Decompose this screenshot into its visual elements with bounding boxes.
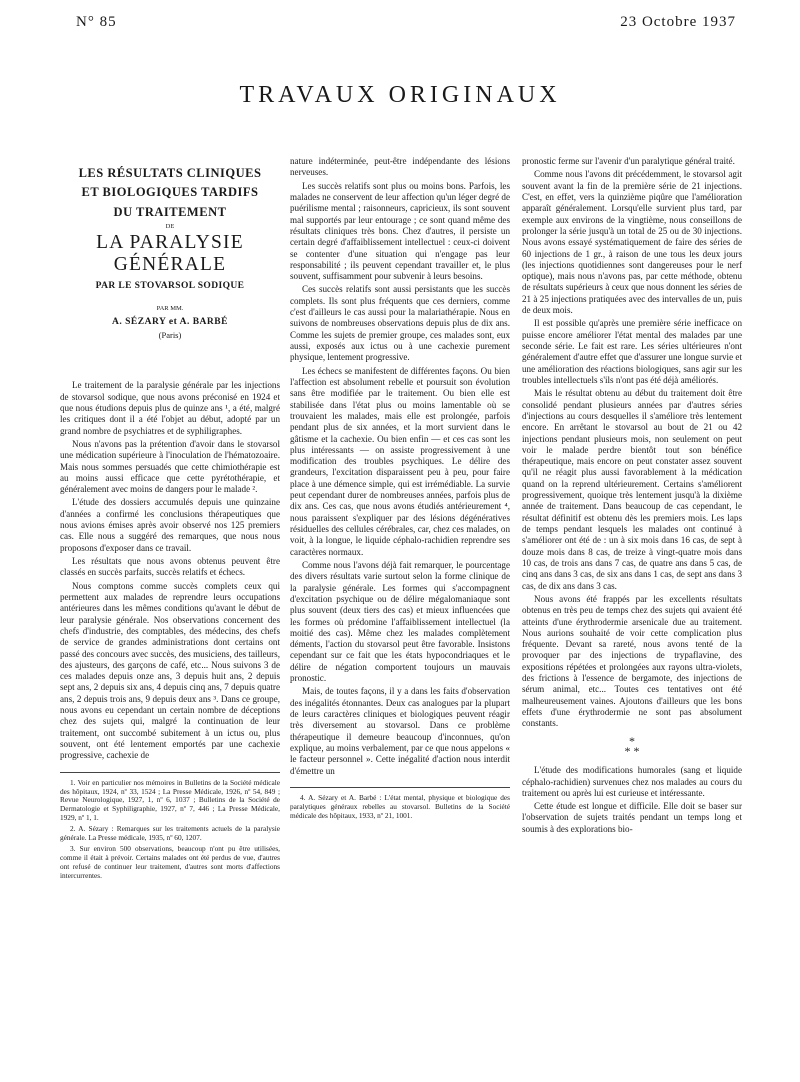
paragraph: Les résultats que nous avons obtenus peuvent être classés en succès parfaits, succès relatifs et échecs. (60, 556, 280, 578)
footnotes (290, 787, 510, 821)
paragraph: pronostic ferme sur l'avenir d'un paralytique général traité. (522, 156, 735, 166)
paragraph: Il est possible qu'après une première série inefficace on puisse encore améliorer l'état mental des malades par une seconde série. Le fait est rare. Les séries ultérieures n'ont généralement d'autre effet que d'assurer une longue survie et une amélioration des réactions biologiques, sans agir sur les troubles intellectuels s'ils n'ont pas été déjà améliorés. (522, 318, 742, 385)
issue-number: N° 85 (76, 14, 117, 30)
paragraph: Comme nous l'avons dit précédemment, le stovarsol agit souvent avant la fin de la première série de 21 injections. C'est, en effet, vers la quinzième piqûre que l'amélioration apparaît généralement. Lorsqu'elle survient plus tard, par exemple aux environs de la vingtième, nous conseillons de prolonger la série jusqu'à un total de 25 ou de 30 injections. Nous avons essayé systématiquement de faire des séries de 60 injections de 1 gr., à raison de une tous les deux jours (les injections quotidiennes sont dangereuses pour le nerf optique), mais nous n'avons pas, par cette méthode, obtenu de résultats supérieurs à ceux que nous donnent les séries de 21 à 25 injections pratiquées avec des intervalles de un, puis de deux mois. (522, 169, 742, 316)
paragraph: Les échecs se manifestent de différentes façons. Ou bien l'affection est absolument rebelle et poursuit son évolution sans être modifiée par le traitement. Ou bien elle est stabilisée dans l'état plus ou moins lamentable où se trouvaient les malades, mais elle est prolongée, parfois pendant plus de six années, et la mort survient dans le gâtisme et la cachexie. Ou bien enfin — et ces cas sont les plus intéressants — on assiste progressivement à une modification des troubles psychiques. Le délire des grandeurs, l'excitation disparaissent peu à peu, pour faire place à une démence simple, qui est irrémédiable. La survie peut cependant durer de nombreuses années, parfois plus de dix ans. Ces cas, que nous avons étudiés antérieurement ⁴, nous paraissent s'expliquer par des lésions dégénératives résiduelles des cellules cérébrales, car, chez ces malades, on voit, à la longue, le liquide céphalo-rachidien reprendre ses caractères normaux. (290, 365, 510, 557)
paragraph: Les succès relatifs sont plus ou moins bons. Parfois, les malades ne conservent de leur affection qu'un léger degré de puérilisme mental ; raisonneurs, capricieux, ils sont souvent mal supportés par leur entourage ; ce sont quand même des résultats cliniques très bons. Chez d'autres, il persiste un certain degré d'affaiblissement intellectuel : ceux-ci doivent se contenter d'une situation qui n'engage pas leur responsabilité ; ils peuvent cependant travailler et, le plus souvent, suffisamment pour subvenir à leurs besoins. (290, 180, 510, 282)
title-main: LA PARALYSIE GÉNÉRALE (96, 232, 244, 275)
paragraph: nature indéterminée, peut-être indépendante des lésions nerveuses. (290, 156, 510, 178)
issue-date: 23 Octobre 1937 (620, 14, 736, 30)
paragraph: Cette étude est longue et difficile. Elle doit se baser sur l'observation de sujets traités pendant un temps long et soumis à des explorations bio- (522, 801, 742, 834)
footnote: 1. Voir en particulier nos mémoires in Bulletins de la Société médicale des hôpitaux, 1924, nº 33, 1524 ; La Presse Médicale, 1926, nº 54, 849 ; Revue Neurologique, 1927, 1, nº 6, 1037 ; Bulletins de la Société de Dermatologie et Syphiligraphie, 1927, nº 7, 446 ; La Presse Médicale, 1929, nº 1, 1. (60, 777, 280, 823)
footnote: 4. A. Sézary et A. Barbé : L'état mental, physique et biologique des paralytiques généraux rebelles au stovarsol. Bulletins de la Société médicale des hôpitaux, 1933, nº 21, 1001. (290, 792, 510, 820)
column-2 (290, 156, 510, 823)
title-line: LES RÉSULTATS CLINIQUES (78, 166, 262, 180)
article-title-block (60, 164, 280, 340)
paragraph: Nous avons été frappés par les excellents résultats obtenus en très peu de temps chez des sujets qui avaient été atteints d'une érythrodermie arsenicale due au traitement. Nous aurions souhaité de voir cette complication plus fréquente. Devant sa rareté, nous avons tenté de la provoquer par des injections de trypaflavine, des expositions répétées et prolongées aux rayons ultra-violets, des frictions à l'essence de bergamote, des injections de sérum animal, etc... Toutes ces tentatives ont été malheureusement vaines. Ajoutons d'ailleurs que les bons effets d'une érythrodermie ne sont pas absolument constants. (522, 593, 742, 729)
authors: A. SÉZARY et A. BARBÉ (112, 316, 228, 327)
footnote: 3. Sur environ 500 observations, beaucoup n'ont pu être utilisées, comme il était à prévoir. Certains malades ont été perdus de vue, d'autres ont refusé de continuer leur traitement, d'autres sont morts d'affections intercurrentes. (60, 843, 280, 880)
section-separator-asterisks: * * * (624, 733, 640, 759)
section-title: TRAVAUX ORIGINAUX (239, 82, 561, 108)
column-1 (60, 156, 280, 882)
paragraph: Mais le résultat obtenu au début du traitement doit être consolidé pendant plusieurs années par d'autres séries d'injections au cours desquelles il s'améliore très lentement encore. En arrêtant le stovarsol au bout de 21 ou 42 injections pendant plusieurs mois, non seulement on peut voir le malade perdre bientôt tout son bénéfice thérapeutique, mais encore on peut constater assez souvent qu'il ne réagit plus aussi favorablement à la médication quand on la reprend ultérieurement. Certains s'améliorent progressivement, quoique très lentement jusqu'à la dixième année de traitement. Dans beaucoup de cas cependant, le résultat définitif est obtenu dès les premiers mois. Les laps de temps pendant lesquels les malades ont continué à s'améliorer ont été de : un à six mois dans 16 cas, de sept à douze mois dans 8 cas, de treize à vingt-quatre mois dans 10 cas, de trois ans dans 7 cas, de quatre ans dans 5 cas, de cinq ans dans 3 cas, de six ans dans 1 cas, de sept ans dans 3 cas, de dix ans dans 3 cas. (522, 388, 742, 591)
title-de: DE (165, 223, 175, 231)
paragraph: Nous comptons comme succès complets ceux qui permettent aux malades de reprendre leurs occupations antérieures dans les mêmes conditions qu'avant le début de leur paralysie générale. Nos observations concernent des chefs d'industrie, des comptables, des médecins, des chefs de service de grandes administrations dont certains ont passé des concours avec succès, des musiciens, des tailleurs, des ajusteurs, des garçons de café, etc... Nous suivons 3 de ces malades depuis onze ans, 3 depuis huit ans, 2 depuis sept ans, 2 depuis six ans, 4 depuis cinq ans, 7 depuis quatre ans, 2 depuis trois ans, 9 depuis deux ans ³. Dans ce groupe, nous avons eu cependant un certain nombre de déceptions chez des sujets qui, malgré la continuation de leur traitement, ont succombé subitement à un ictus ou, plus souvent, ont été lentement emportés par une cachexie progressive, cachexie de (60, 580, 280, 761)
paragraph: L'étude des modifications humorales (sang et liquide céphalo-rachidien) survenues chez nos malades au cours du traitement ou après lui est curieuse et intéressante. (522, 765, 742, 798)
article-subtitle: PAR LE STOVARSOL SODIQUE (95, 281, 245, 292)
paragraph: L'étude des dossiers accumulés depuis une quinzaine d'années a confirmé les conclusions thérapeutiques que nous avions émises après avoir observé nos 125 premiers cas. Elle nous a suggéré des remarques, que nous nous proposons d'exposer dans ce travail. (60, 497, 280, 553)
by-label: PAR MM. (156, 304, 184, 312)
paragraph: Le traitement de la paralysie générale par les injections de stovarsol sodique, que nous avons préconisé en 1924 et que nous étudions depuis plus de quinze ans ¹, a été, malgré les critiques dont il a été l'objet au début, adopté par un grand nombre de psychiatres et de syphiligraphes. (60, 380, 280, 436)
paragraph: Ces succès relatifs sont aussi persistants que les succès complets. Ils sont plus fréquents que ces derniers, comme c'est d'ailleurs le cas aussi pour la malariathérapie. Nous en suivons de nombreuses observations depuis plus de dix ans. Comme les sujets de premier groupe, ces malades sont, eux aussi, exposés aux ictus ou à une cachexie purement physique, lentement progressive. (290, 284, 510, 363)
author-city: (Paris) (158, 329, 182, 340)
column-3 (522, 156, 742, 837)
title-line: DU TRAITEMENT (113, 204, 227, 219)
paragraph: Comme nous l'avons déjà fait remarquer, le pourcentage des divers résultats varie surtout selon la forme clinique de la paralysie générale. Les formes qui s'accompagnent d'excitation psychique ou de délire mégalomaniaque sont plus souvent (deux tiers des cas) et mieux influencées que les formes où prédomine l'affaiblissement intellectuel (la moitié des cas). Même chez les malades complètement déments, l'action du stovarsol peut être favorable. Insistons cependant sur ce fait que les états hypocondriaques et le délire de négation comportent toujours un mauvais pronostic. (290, 559, 510, 684)
footnotes (60, 772, 280, 881)
footnote: 2. A. Sézary : Remarques sur les traitements actuels de la paralysie générale. La Presse médicale, 1935, nº 60, 1207. (60, 824, 280, 843)
title-line: ET BIOLOGIQUES TARDIFS (81, 185, 259, 200)
paragraph: Mais, de toutes façons, il y a dans les faits d'observation des inégalités étonnantes. Deux cas analogues par la plupart de leurs caractères cliniques et biologiques peuvent réagir très diversement au stovarsol. Dans ce problème thérapeutique il demeure beaucoup d'inconnues, qu'on explique, au moins verbalement, par ce que nous appelons « le facteur personnel ». Cette inégalité d'action nous interdit d'émettre un (290, 686, 510, 776)
paragraph: Nous n'avons pas la prétention d'avoir dans le stovarsol une médication supérieure à l'inoculation de l'hématozoaire. Mais nous sommes persuadés que cette chimiothérapie est au moins aussi efficace que cette pyrétothérapie, et généralement avec moins de dangers pour le malade ². (60, 438, 280, 495)
